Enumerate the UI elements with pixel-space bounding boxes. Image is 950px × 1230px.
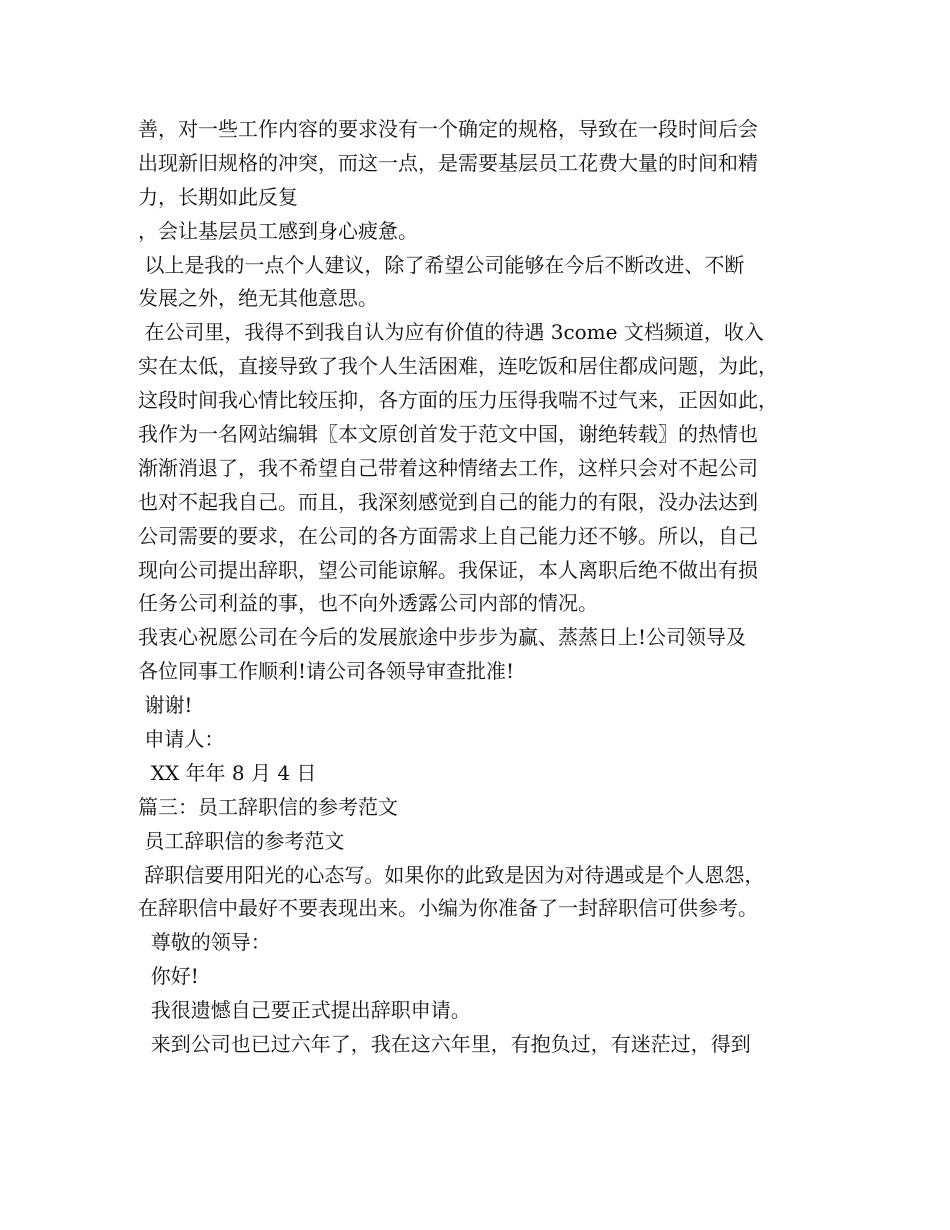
text-line: 申请人：	[138, 727, 225, 752]
text-line: 也对不起我自己。而且，我深刻感觉到自己的能力的有限，没办法达到	[138, 489, 758, 514]
text-line: 力，长期如此反复	[138, 184, 298, 209]
text-line: 公司需要的要求，在公司的各方面需求上自己能力还不够。所以，自己	[138, 523, 758, 548]
text-line: 善，对一些工作内容的要求没有一个确定的规格，导致在一段时间后会	[138, 117, 758, 141]
text-line: 发展之外，绝无其他意思。	[138, 286, 378, 311]
text-line: 我很遗憾自己要正式提出辞职申请。	[138, 998, 471, 1023]
text-line: 我作为一名网站编辑〖本文原创首发于范文中国，谢绝转载〗的热情也	[138, 422, 758, 447]
text-line: 尊敬的领导：	[138, 930, 271, 955]
text-line: XX 年年 8 月 4 日	[138, 760, 317, 785]
text-line: 这段时间我心情比较压抑，各方面的压力压得我喘不过气来，正因如此，	[138, 388, 778, 413]
document-body	[138, 113, 838, 1062]
text-line: 在辞职信中最好不要表现出来。小编为你准备了一封辞职信可供参考。	[138, 896, 758, 921]
text-line: 各位同事工作顺利!请公司各领导审查批准!	[138, 659, 515, 684]
text-line: 实在太低，直接导致了我个人生活困难，连吃饭和居住都成问题，为此，	[138, 354, 778, 379]
text-line: 以上是我的一点个人建议，除了希望公司能够在今后不断改进、不断	[138, 252, 745, 277]
text-line: 辞职信要用阳光的心态写。如果你的此致是因为对待遇或是个人恩怨，	[138, 862, 765, 887]
section-heading: 篇三：员工辞职信的参考范文	[138, 794, 398, 819]
text-line: 任务公司利益的事，也不向外透露公司内部的情况。	[138, 591, 598, 616]
text-line: 现向公司提出辞职，望公司能谅解。我保证，本人离职后绝不做出有损	[138, 557, 758, 582]
text-line: 员工辞职信的参考范文	[138, 828, 345, 853]
text-line: 谢谢!	[138, 693, 193, 718]
text-line: 在公司里，我得不到我自认为应有价值的待遇 3come 文档频道，收入	[138, 320, 764, 345]
text-line: ，会让基层员工感到身心疲惫。	[138, 218, 418, 243]
text-line: 来到公司也已过六年了，我在这六年里，有抱负过，有迷茫过，得到	[138, 1032, 751, 1057]
text-line: 渐渐消退了，我不希望自己带着这种情绪去工作，这样只会对不起公司	[138, 455, 758, 480]
text-line: 我衷心祝愿公司在今后的发展旅途中步步为赢、蒸蒸日上!公司领导及	[138, 625, 747, 650]
text-line: 出现新旧规格的冲突，而这一点，是需要基层员工花费大量的时间和精	[138, 150, 758, 175]
text-line: 你好!	[138, 964, 199, 989]
